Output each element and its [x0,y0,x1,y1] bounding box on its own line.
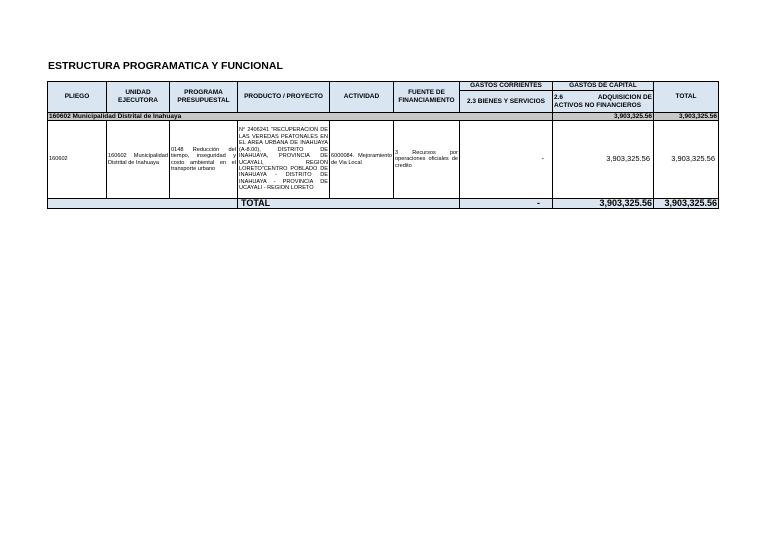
header-gastos-corrientes: GASTOS CORRIENTES [460,82,553,91]
cell-programa: 0148 Reducción del tiempo, inseguridad y costo ambiental en el transporte urbano [170,121,238,199]
header-total: TOTAL [654,82,719,113]
total-corrientes: - [460,199,553,209]
table-row [48,121,719,199]
header-activos-code: 2.6 [554,93,564,101]
cell-pliego: 160602 [48,121,107,199]
total-total: 3,903,325.56 [654,199,719,209]
cell-total: 3,903,325.56 [654,121,719,199]
header-row-top [48,82,719,91]
total-spacer [48,199,238,209]
total-capital: 3,903,325.56 [553,199,654,209]
header-gastos-capital: GASTOS DE CAPITAL [553,82,654,91]
page-title: ESTRUCTURA PROGRAMATICA Y FUNCIONAL [48,60,283,72]
cell-capital: 3,903,325.56 [553,121,654,199]
header-pliego: PLIEGO [48,82,107,113]
group-label: 160602 Municipalidad Distrital de Inahuaya [48,113,553,121]
header-programa-presupuestal: PROGRAMA PRESUPUESTAL [170,82,238,113]
total-label: TOTAL [238,199,460,209]
cell-corrientes: - [460,121,553,199]
cell-producto: N° 2406241 "RECUPERACION DE LAS VEREDAS PEATONALES EN EL AREA URBANA DE INAHUAYA (A-8.00), DISTRITO DE INAHUAYA, PROVINCIA DE UCAYALI, REGION LORETO"CENTRO POBLADO DE INAHUAYA - DISTRITO DE INAHUAYA - PROVINCIA DE UCAYALI - REGION LORETO [238,121,330,199]
total-row [48,199,719,209]
header-producto-proyecto: PRODUCTO / PROYECTO [238,82,330,113]
header-actividad: ACTIVIDAD [330,82,394,113]
header-unidad-ejecutora: UNIDAD EJECUTORA [107,82,170,113]
header-fuente-financiamiento: FUENTE DE FINANCIAMIENTO [394,82,460,113]
group-total: 3,903,325.56 [654,113,719,121]
header-activos-no-financieros [553,91,654,113]
header-activos-rest: ACTIVOS NO FINANCIEROS [554,101,642,109]
group-capital: 3,903,325.56 [553,113,654,121]
budget-table [47,81,719,209]
cell-unidad: 160602 Municipalidad Distrital de Inahuaya [107,121,170,199]
cell-actividad: 6000084. Mejoramiento de Via Local [330,121,394,199]
header-bienes-servicios: 2.3 BIENES Y SERVICIOS [460,91,553,113]
cell-fuente: 3 Recursos por operaciones oficiales de credito [394,121,460,199]
header-activos-word: ADQUISICION DE [597,93,652,101]
group-row [48,113,719,121]
